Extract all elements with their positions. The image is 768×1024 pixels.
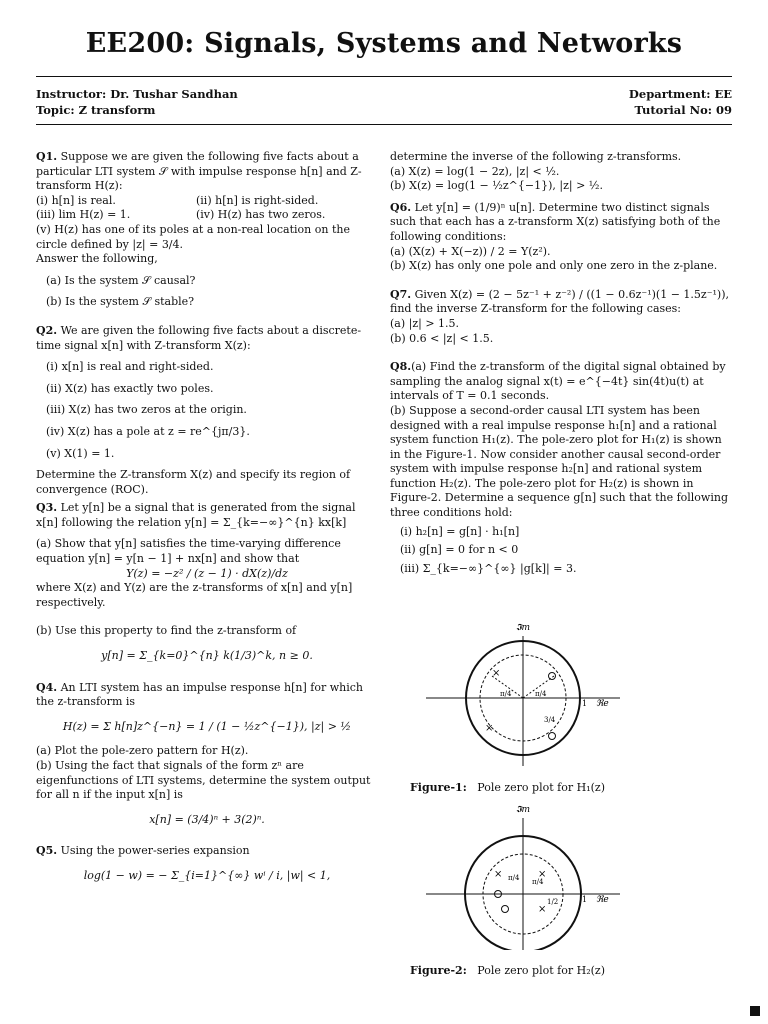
department-line: Department: EE xyxy=(628,87,732,101)
q6-part-a: (a) (X(z) + X(−z)) / 2 = Y(z²). xyxy=(390,244,551,258)
q2-ask: Determine the Z-transform X(z) and specify its region of convergence (ROC). xyxy=(36,468,351,496)
q8-part-a: Q8.(a) Find the z-transform of the digital signal obtained by sampling the analog signal x(t) = e^{−4t} sin(4t)u(t) at intervals of T = 0.1 seconds. xyxy=(390,360,726,403)
q3-part-a: (a) Show that y[n] satisfies the time-varying difference equation y[n] = y[n − 1] + nx[n] and show that xyxy=(36,537,341,566)
angle-label: π/4 xyxy=(532,878,544,886)
angle-label-right: π/4 xyxy=(535,690,547,698)
q8-cond-3: (iii) Σ_{k=−∞}^{∞} |g[k]| = 3. xyxy=(400,561,577,575)
q4-part-a: (a) Plot the pole-zero pattern for H(z). xyxy=(36,744,249,758)
pole-marker: × xyxy=(485,723,494,734)
q3-where: where X(z) and Y(z) are the z-transforms of x[n] and y[n] respectively. xyxy=(36,581,353,609)
q6-intro: Q6. Let y[n] = (1/9)ⁿ u[n]. Determine two distinct signals such that each has a z-transform X(z) satisfying both of the following conditions: xyxy=(390,200,721,243)
q7-part-b: (b) 0.6 < |z| < 1.5. xyxy=(390,331,494,345)
q5-part-b: (b) X(z) = log(1 − ½z^{−1}), |z| > ½. xyxy=(390,179,603,193)
q5-intro: Q5. Using the power-series expansion xyxy=(36,844,250,858)
right-column xyxy=(390,150,732,576)
q7-intro: Q7. Given X(z) = (2 − 5z⁻¹ + z⁻²) / ((1 − 0.6z⁻¹)(1 − 1.5z⁻¹)), find the inverse Z-transform for the following cases: xyxy=(390,287,730,316)
q6-part-b: (b) X(z) has only one pole and only one zero in the z-plane. xyxy=(390,259,718,273)
pole-marker: × xyxy=(492,668,501,679)
q8-cond-2: (ii) g[n] = 0 for n < 0 xyxy=(400,543,519,557)
q2-fact-1: (i) x[n] is real and right-sided. xyxy=(46,360,214,374)
left-column xyxy=(36,150,378,894)
q1-facts-row1: (i) h[n] is real. (ii) h[n] is right-sided. xyxy=(36,193,319,207)
q3-intro: Q3. Let y[n] be a signal that is generated from the signal x[n] following the relation y[n] = Σ_{k=−∞}^{n} kx[k] xyxy=(36,501,356,529)
q1-part-b: (b) Is the system 𝒮 stable? xyxy=(46,295,195,309)
q2-fact-3: (iii) X(z) has two zeros at the origin. xyxy=(46,403,247,417)
pole-marker: × xyxy=(494,869,503,880)
tutorial-line: Tutorial No: 09 xyxy=(634,103,732,117)
q3-part-b: (b) Use this property to find the z-transform of xyxy=(36,624,297,638)
figure-1-caption: Figure-1: Pole zero plot for H₁(z) xyxy=(410,781,605,794)
unit-tick-label: 1 xyxy=(582,895,588,904)
zero-marker xyxy=(549,733,556,740)
radius-label: 1/2 xyxy=(547,898,559,906)
page-title: EE200: Signals, Systems and Networks xyxy=(85,28,683,59)
radius-label: 3/4 xyxy=(544,716,556,724)
figure-2-pole-zero-plot xyxy=(420,800,630,950)
q7-part-a: (a) |z| > 1.5. xyxy=(390,316,460,330)
q8-cond-1: (i) h₂[n] = g[n] · h₁[n] xyxy=(400,524,520,538)
q1-intro: Q1. Suppose we are given the following five facts about a particular LTI system 𝒮 with impulse response h[n] and Z-transform H(z): xyxy=(36,150,362,193)
q2-fact-4: (iv) X(z) has a pole at z = re^{jπ/3}. xyxy=(46,424,250,438)
figure-2-caption: Figure-2: Pole zero plot for H₂(z) xyxy=(410,964,605,977)
q3-equation-2: y[n] = Σ_{k=0}^{n} k(1/3)^k, n ≥ 0. xyxy=(101,649,313,663)
q1-fact5: (v) H(z) has one of its poles at a non-real location on the circle defined by |z| = 3/4. xyxy=(36,222,350,251)
unit-tick-label: 1 xyxy=(582,699,588,708)
zero-marker xyxy=(502,906,509,913)
instructor-line: Instructor: Dr. Tushar Sandhan xyxy=(36,87,238,101)
pole-marker: × xyxy=(538,869,547,880)
top-rule xyxy=(36,76,732,77)
topic-line: Topic: Z transform xyxy=(36,103,156,117)
q4-intro: Q4. An LTI system has an impulse response h[n] for which the z-transform is xyxy=(36,680,363,709)
q2-fact-2: (ii) X(z) has exactly two poles. xyxy=(46,381,214,395)
q4-equation-2: x[n] = (3/4)ⁿ + 3(2)ⁿ. xyxy=(149,812,265,826)
q4-equation: H(z) = Σ h[n]z^{−n} = 1 / (1 − ½z^{−1}), |z| > ½ xyxy=(62,719,352,733)
re-axis-label: ℜe xyxy=(596,699,609,709)
page-corner-marker xyxy=(750,1006,760,1016)
re-axis-label: ℜe xyxy=(596,895,609,905)
angle-label: π/4 xyxy=(508,874,520,882)
pole-marker: × xyxy=(538,904,547,915)
q4-part-b: (b) Using the fact that signals of the form zⁿ are eigenfunctions of LTI systems, determine the system output for all n if the input x[n] is xyxy=(36,759,371,802)
q1-facts-row2: (iii) lim H(z) = 1. (iv) H(z) has two zeros. xyxy=(36,208,326,222)
zero-marker xyxy=(549,673,556,680)
q3-equation: Y(z) = −z² / (z − 1) · dX(z)/dz xyxy=(126,566,288,580)
header-bottom-rule xyxy=(36,124,732,125)
q5-equation: log(1 − w) = − Σ_{i=1}^{∞} wⁱ / i, |w| < 1, xyxy=(83,868,331,882)
q1-part-a: (a) Is the system 𝒮 causal? xyxy=(46,273,196,287)
figure-1-pole-zero-plot xyxy=(420,618,630,768)
angle-label-left: π/4 xyxy=(500,690,512,698)
im-axis-label: 𝕴m xyxy=(516,805,531,815)
q2-intro: Q2. We are given the following five facts about a discrete-time signal x[n] with Z-transform X(z): xyxy=(36,323,362,352)
q5-part-a: (a) X(z) = log(1 − 2z), |z| < ½. xyxy=(390,164,560,178)
q1-answer: Answer the following, xyxy=(36,252,158,266)
im-axis-label: 𝕴m xyxy=(516,623,531,633)
q8-part-b: (b) Suppose a second-order causal LTI system has been designed with a real impulse response h₁[n] and a rational system function H₁(z). The pole-zero plot for H₁(z) is shown in the Figure-1. Now consider another causal second-order system with impulse response h₂[n] and rational system function H₂(z). The pole-zero plot for H₂(z) is shown in Figure-2. Determine a sequence g[n] such that the following three conditions hold: xyxy=(390,403,728,520)
q5-continuation: determine the inverse of the following z-transforms. xyxy=(390,150,682,163)
q2-fact-5: (v) X(1) = 1. xyxy=(46,446,115,460)
